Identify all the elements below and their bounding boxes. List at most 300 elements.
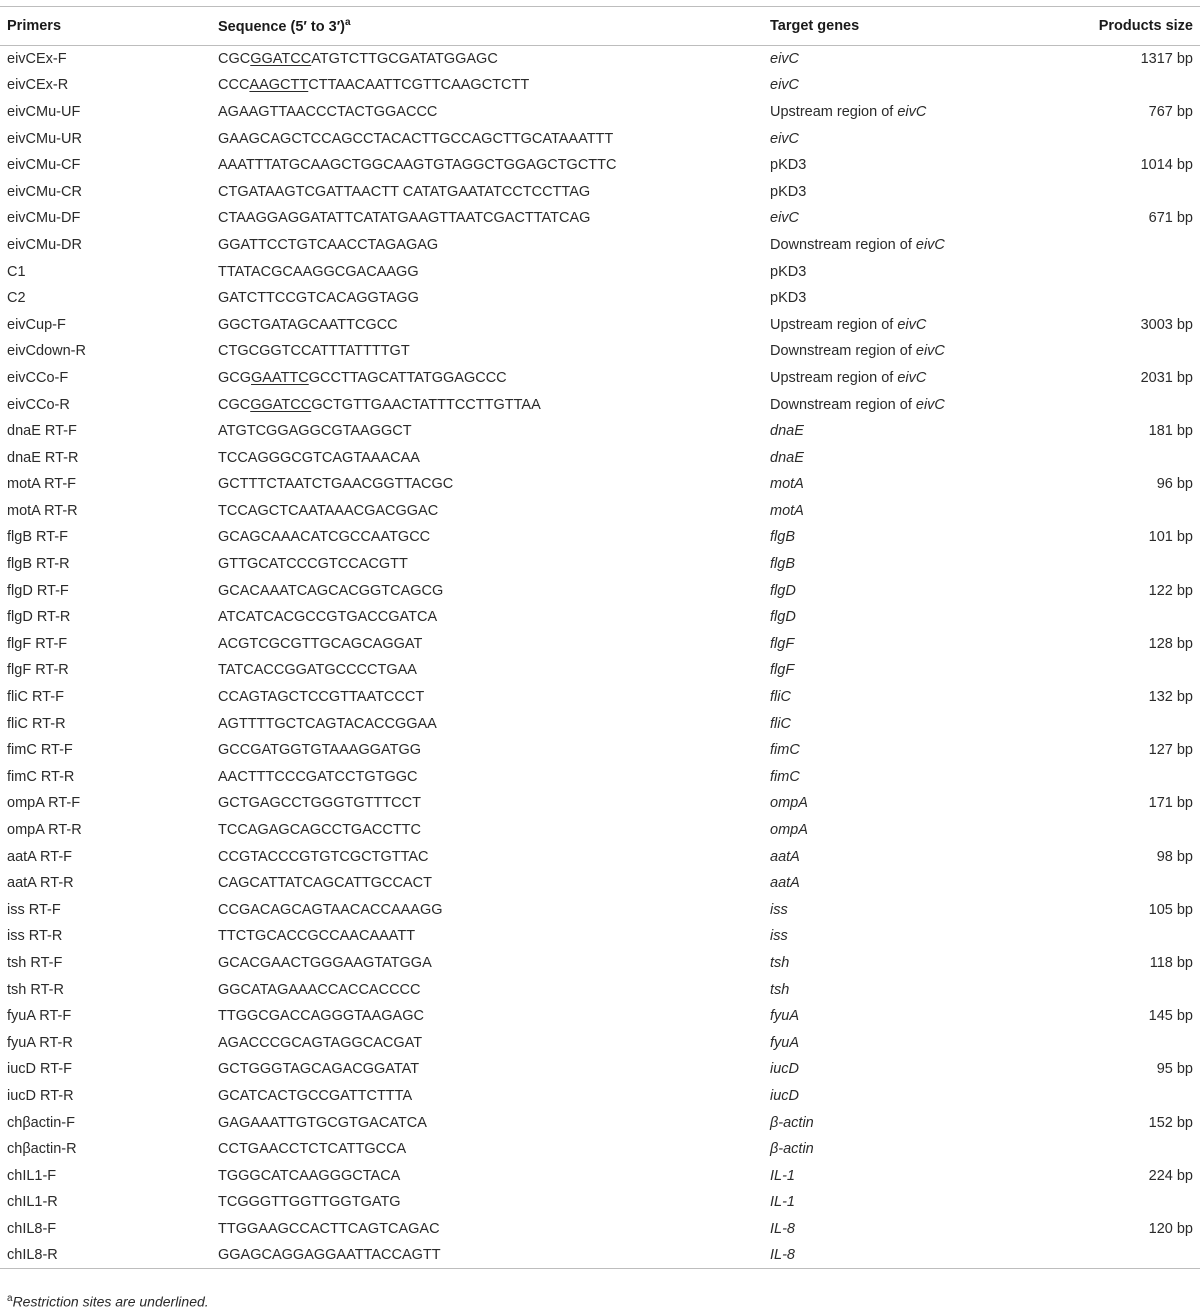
product-size-cell: 2031 bp xyxy=(1140,369,1193,386)
restriction-site-segment: GGATCC xyxy=(250,51,312,68)
table-row xyxy=(0,817,1200,844)
gene-name: eivC xyxy=(770,130,800,147)
gene-name: dnaE xyxy=(770,423,804,440)
sequence-cell xyxy=(218,311,770,338)
gene-name: iucD xyxy=(770,1061,800,1078)
target-text: pKD3 xyxy=(770,263,807,280)
target-gene-cell xyxy=(770,577,1040,604)
target-gene-cell xyxy=(770,923,1040,950)
target-gene-cell xyxy=(770,1189,1040,1216)
sequence-cell xyxy=(218,99,770,126)
product-size-cell xyxy=(1040,338,1200,365)
primer-name-cell: flgF RT-F xyxy=(7,635,68,652)
sequence-cell xyxy=(218,1083,770,1110)
table-row xyxy=(0,976,1200,1003)
gene-name: flgB xyxy=(770,529,795,546)
header-primers: Primers xyxy=(0,7,218,46)
gene-name: fimC xyxy=(770,768,800,785)
table-row xyxy=(0,657,1200,684)
sequence-segment: TCCAGCTCAATAAACGACGGAC xyxy=(218,502,439,519)
primer-name-cell: eivCMu-DF xyxy=(7,210,81,227)
primer-name-cell: eivCMu-UF xyxy=(7,103,81,120)
target-gene-cell xyxy=(770,551,1040,578)
target-gene-cell xyxy=(770,72,1040,99)
primer-name-cell: chβactin-R xyxy=(7,1141,77,1158)
gene-name: eivC xyxy=(897,103,927,120)
target-gene-cell xyxy=(770,737,1040,764)
target-gene-cell xyxy=(770,950,1040,977)
table-row xyxy=(0,1242,1200,1269)
primer-name-cell: fyuA RT-R xyxy=(7,1034,73,1051)
sequence-segment: GCACGAACTGGGAAGTATGGA xyxy=(218,954,432,971)
table-row xyxy=(0,551,1200,578)
target-gene-cell xyxy=(770,764,1040,791)
gene-name: fyuA xyxy=(770,1034,800,1051)
product-size-cell: 128 bp xyxy=(1148,635,1193,652)
product-size-cell xyxy=(1040,710,1200,737)
table-row xyxy=(0,684,1200,711)
sequence-segment: CGC xyxy=(218,396,251,413)
table-row xyxy=(0,577,1200,604)
product-size-cell: 152 bp xyxy=(1148,1114,1193,1131)
primer-name-cell: C1 xyxy=(7,263,26,280)
target-gene-cell xyxy=(770,710,1040,737)
gene-name: IL-8 xyxy=(770,1247,795,1264)
target-gene-cell xyxy=(770,125,1040,152)
sequence-segment: AACTTTCCCGATCCTGTGGC xyxy=(218,768,418,785)
table-row xyxy=(0,1136,1200,1163)
sequence-segment: AGACCCGCAGTAGGCACGAT xyxy=(218,1034,423,1051)
sequence-cell xyxy=(218,178,770,205)
sequence-cell xyxy=(218,790,770,817)
sequence-segment: CTGATAAGTCGATTAACTT CATATGAATATCCTCCTTAG xyxy=(218,183,591,200)
primers-table xyxy=(0,6,1200,1269)
gene-name: flgF xyxy=(770,662,795,679)
primer-name-cell: motA RT-F xyxy=(7,476,77,493)
sequence-cell xyxy=(218,285,770,312)
target-gene-cell xyxy=(770,1109,1040,1136)
product-size-cell: 224 bp xyxy=(1148,1167,1193,1184)
product-size-cell: 120 bp xyxy=(1148,1220,1193,1237)
product-size-cell xyxy=(1040,178,1200,205)
primer-name-cell: chIL8-R xyxy=(0,1242,218,1269)
product-size-cell xyxy=(1040,604,1200,631)
target-gene-cell xyxy=(770,524,1040,551)
sequence-cell xyxy=(218,817,770,844)
primer-name-cell: tsh RT-R xyxy=(7,981,64,998)
target-gene-cell xyxy=(770,46,1040,73)
sequence-segment: ATGTCGGAGGCGTAAGGCT xyxy=(218,423,412,440)
table-row xyxy=(0,391,1200,418)
sequence-segment: GCCGATGGTGTAAAGGATGG xyxy=(218,742,422,759)
header-products-size: Products size xyxy=(1040,7,1200,46)
primer-name-cell: fliC RT-F xyxy=(7,689,64,706)
gene-name: flgD xyxy=(770,609,796,626)
product-size-cell xyxy=(1040,817,1200,844)
primer-name-cell: aatA RT-R xyxy=(7,875,74,892)
table-row xyxy=(0,205,1200,232)
gene-name: eivC xyxy=(897,316,927,333)
product-size-cell: 145 bp xyxy=(1148,1008,1193,1025)
product-size-cell: 671 bp xyxy=(1148,210,1193,227)
target-gene-cell xyxy=(770,365,1040,392)
gene-name: fimC xyxy=(770,742,800,759)
sequence-segment: GAGAAATTGTGCGTGACATCA xyxy=(218,1114,427,1131)
sequence-segment: AGTTTTGCTCAGTACACCGGAA xyxy=(218,715,437,732)
sequence-cell xyxy=(218,232,770,259)
product-size-cell: 95 bp xyxy=(1156,1061,1193,1078)
table-row xyxy=(0,178,1200,205)
product-size-cell xyxy=(1040,923,1200,950)
target-gene-cell xyxy=(770,99,1040,126)
target-text: Upstream region of xyxy=(770,369,898,386)
target-gene-cell xyxy=(770,471,1040,498)
product-size-cell xyxy=(1040,1189,1200,1216)
primer-name-cell: flgF RT-R xyxy=(7,662,69,679)
table-row xyxy=(0,99,1200,126)
gene-name: flgD xyxy=(770,582,796,599)
product-size-cell xyxy=(1040,1029,1200,1056)
sequence-cell xyxy=(218,950,770,977)
primer-name-cell: iucD RT-R xyxy=(7,1087,74,1104)
restriction-site-segment: GGATCC xyxy=(250,396,312,413)
primer-name-cell: flgD RT-F xyxy=(7,582,69,599)
table-row xyxy=(0,764,1200,791)
product-size-cell: 181 bp xyxy=(1148,423,1193,440)
gene-name: flgB xyxy=(770,556,795,573)
sequence-cell xyxy=(218,205,770,232)
table-row xyxy=(0,1029,1200,1056)
primer-name-cell: iss RT-F xyxy=(7,901,61,918)
header-row xyxy=(0,7,1200,46)
table-row xyxy=(0,498,1200,525)
sequence-segment: GAAGCAGCTCCAGCCTACACTTGCCAGCTTGCATAAATTT xyxy=(218,130,614,147)
sequence-cell xyxy=(218,125,770,152)
product-size-cell xyxy=(1040,1136,1200,1163)
table-row xyxy=(0,418,1200,445)
sequence-cell xyxy=(218,870,770,897)
target-text: pKD3 xyxy=(770,157,807,174)
sequence-segment: CCC xyxy=(218,77,250,94)
sequence-cell xyxy=(218,1216,770,1243)
sequence-segment: GCTTTCTAATCTGAACGGTTACGC xyxy=(218,476,454,493)
product-size-cell xyxy=(1040,125,1200,152)
table-row xyxy=(0,232,1200,259)
sequence-cell xyxy=(218,524,770,551)
gene-name: aatA xyxy=(770,848,800,865)
product-size-cell: 1317 bp xyxy=(1140,51,1193,68)
table-row xyxy=(0,1003,1200,1030)
sequence-segment: TTATACGCAAGGCGACAAGG xyxy=(218,263,419,280)
primer-name-cell: chIL1-R xyxy=(7,1194,58,1211)
sequence-segment: TGGGCATCAAGGGCTACA xyxy=(218,1167,401,1184)
target-text: Downstream region of xyxy=(770,343,916,360)
sequence-cell xyxy=(218,551,770,578)
sequence-segment: TTCTGCACCGCCAACAAATT xyxy=(218,928,416,945)
sequence-segment: CTAAGGAGGATATTCATATGAAGTTAATCGACTTATCAG xyxy=(218,210,591,227)
sequence-cell xyxy=(218,498,770,525)
target-gene-cell xyxy=(770,338,1040,365)
sequence-segment: AGAAGTTAACCCTACTGGACCC xyxy=(218,103,438,120)
sequence-cell xyxy=(218,577,770,604)
primer-name-cell: iss RT-R xyxy=(7,928,63,945)
table-row xyxy=(0,1083,1200,1110)
product-size-cell xyxy=(1040,258,1200,285)
gene-name: tsh xyxy=(770,981,790,998)
target-gene-cell xyxy=(770,498,1040,525)
primer-name-cell: fimC RT-R xyxy=(7,768,75,785)
table-row xyxy=(0,1056,1200,1083)
sequence-cell xyxy=(218,444,770,471)
gene-name: eivC xyxy=(915,396,945,413)
sequence-segment: CCTGAACCTCTCATTGCCA xyxy=(218,1141,407,1158)
sequence-cell xyxy=(218,657,770,684)
primer-name-cell: flgB RT-R xyxy=(7,556,70,573)
primer-name-cell: fyuA RT-F xyxy=(7,1008,72,1025)
table-row xyxy=(0,870,1200,897)
sequence-cell xyxy=(218,1136,770,1163)
target-gene-cell xyxy=(770,631,1040,658)
table-row xyxy=(0,125,1200,152)
table-row xyxy=(0,152,1200,179)
gene-name: dnaE xyxy=(770,449,804,466)
target-text: pKD3 xyxy=(770,183,807,200)
sequence-cell xyxy=(218,897,770,924)
footnote-marker: a xyxy=(7,1293,13,1304)
sequence-segment: TCCAGAGCAGCCTGACCTTC xyxy=(218,822,421,839)
sequence-cell xyxy=(218,471,770,498)
target-gene-cell xyxy=(770,976,1040,1003)
gene-name: β-actin xyxy=(770,1141,814,1158)
product-size-cell: 98 bp xyxy=(1156,848,1193,865)
gene-name: eivC xyxy=(770,210,800,227)
gene-name: IL-1 xyxy=(770,1194,795,1211)
target-gene-cell xyxy=(770,897,1040,924)
primer-name-cell: eivCMu-DR xyxy=(7,236,82,253)
table-row xyxy=(0,365,1200,392)
sequence-segment: GCAGCAAACATCGCCAATGCC xyxy=(218,529,431,546)
gene-name: motA xyxy=(770,502,804,519)
target-gene-cell xyxy=(770,418,1040,445)
product-size-cell: 118 bp xyxy=(1149,954,1193,971)
table-row xyxy=(0,790,1200,817)
target-gene-cell xyxy=(770,285,1040,312)
target-gene-cell xyxy=(770,1083,1040,1110)
sequence-segment: GCATCACTGCCGATTCTTTA xyxy=(218,1087,413,1104)
target-gene-cell xyxy=(770,311,1040,338)
product-size-cell xyxy=(1040,976,1200,1003)
primer-name-cell: ompA RT-F xyxy=(7,795,81,812)
primer-name-cell: dnaE RT-F xyxy=(7,423,77,440)
restriction-site-segment: AAGCTT xyxy=(249,77,309,94)
sequence-segment: AAATTTATGCAAGCTGGCAAGTGTAGGCTGGAGCTGCTTC xyxy=(218,157,617,174)
target-gene-cell xyxy=(770,604,1040,631)
product-size-cell xyxy=(1040,391,1200,418)
sequence-segment: GATCTTCCGTCACAGGTAGG xyxy=(218,290,419,307)
primer-name-cell: C2 xyxy=(7,290,26,307)
gene-name: IL-1 xyxy=(770,1167,795,1184)
table-row xyxy=(0,524,1200,551)
sequence-segment: GGAGCAGGAGGAATTACCAGTT xyxy=(218,1247,441,1264)
target-gene-cell xyxy=(770,1029,1040,1056)
target-gene-cell xyxy=(770,178,1040,205)
product-size-cell: 101 bp xyxy=(1148,529,1193,546)
target-text: Upstream region of xyxy=(770,316,898,333)
target-gene-cell xyxy=(770,444,1040,471)
gene-name: flgF xyxy=(770,635,795,652)
sequence-segment: GGCTGATAGCAATTCGCC xyxy=(218,316,398,333)
gene-name: fliC xyxy=(770,689,791,706)
sequence-segment: TCGGGTTGGTTGGTGATG xyxy=(218,1194,401,1211)
target-text: pKD3 xyxy=(770,290,807,307)
product-size-cell: 171 bp xyxy=(1148,795,1193,812)
target-gene-cell xyxy=(770,258,1040,285)
target-gene-cell xyxy=(770,790,1040,817)
target-gene-cell xyxy=(770,1242,1040,1269)
target-gene-cell xyxy=(770,205,1040,232)
gene-name: eivC xyxy=(897,369,927,386)
table-row xyxy=(0,897,1200,924)
target-gene-cell xyxy=(770,817,1040,844)
sequence-segment: GCTGTTGAACTATTTCCTTGTTAA xyxy=(311,396,541,413)
primer-name-cell: chβactin-F xyxy=(7,1114,75,1131)
product-size-cell xyxy=(1040,764,1200,791)
product-size-cell: 96 bp xyxy=(1156,476,1193,493)
gene-name: ompA xyxy=(770,795,808,812)
sequence-cell xyxy=(218,737,770,764)
primer-name-cell: chIL8-F xyxy=(7,1220,57,1237)
gene-name: iucD xyxy=(770,1087,800,1104)
table-row xyxy=(0,444,1200,471)
sequence-cell xyxy=(218,1029,770,1056)
gene-name: IL-8 xyxy=(770,1220,795,1237)
target-gene-cell xyxy=(770,1216,1040,1243)
primer-name-cell: flgD RT-R xyxy=(7,609,71,626)
target-text: Downstream region of xyxy=(770,396,916,413)
product-size-cell: 767 bp xyxy=(1148,103,1193,120)
primer-name-cell: aatA RT-F xyxy=(7,848,73,865)
primer-name-cell: eivCMu-CR xyxy=(7,183,82,200)
product-size-cell: 3003 bp xyxy=(1140,316,1193,333)
primer-name-cell: flgB RT-F xyxy=(7,529,68,546)
target-gene-cell xyxy=(770,657,1040,684)
gene-name: aatA xyxy=(770,875,800,892)
sequence-cell xyxy=(218,1109,770,1136)
sequence-segment: CCGACAGCAGTAACACCAAAGG xyxy=(218,901,443,918)
sequence-cell xyxy=(218,418,770,445)
table-body xyxy=(0,46,1200,1269)
target-text: Downstream region of xyxy=(770,236,916,253)
sequence-cell xyxy=(218,604,770,631)
sequence-segment: CTGCGGTCCATTTATTTTGT xyxy=(218,343,410,360)
table-row xyxy=(0,72,1200,99)
sequence-segment: TTGGCGACCAGGGTAAGAGC xyxy=(218,1008,424,1025)
sequence-cell xyxy=(218,338,770,365)
sequence-cell xyxy=(218,684,770,711)
gene-name: eivC xyxy=(915,236,945,253)
sequence-cell xyxy=(218,258,770,285)
product-size-cell xyxy=(1040,72,1200,99)
primer-name-cell: eivCMu-UR xyxy=(7,130,82,147)
target-gene-cell xyxy=(770,843,1040,870)
sequence-segment: GCG xyxy=(218,369,252,386)
table-row xyxy=(0,1216,1200,1243)
primer-name-cell: eivCEx-R xyxy=(7,77,69,94)
target-gene-cell xyxy=(770,232,1040,259)
primer-name-cell: motA RT-R xyxy=(7,502,78,519)
sequence-segment: GCACAAATCAGCACGGTCAGCG xyxy=(218,582,444,599)
sequence-segment: ATGTCTTGCGATATGGAGC xyxy=(311,51,498,68)
sequence-segment: CAGCATTATCAGCATTGCCACT xyxy=(218,875,433,892)
sequence-cell xyxy=(218,843,770,870)
sequence-segment: CCGTACCCGTGTCGCTGTTAC xyxy=(218,848,429,865)
sequence-cell xyxy=(218,1242,770,1269)
header-target-genes: Target genes xyxy=(770,7,1040,46)
gene-name: eivC xyxy=(915,343,945,360)
target-gene-cell xyxy=(770,684,1040,711)
product-size-cell xyxy=(1040,232,1200,259)
primer-name-cell: chIL1-F xyxy=(7,1167,57,1184)
gene-name: fliC xyxy=(770,715,791,732)
table-row xyxy=(0,737,1200,764)
primer-name-cell: eivCup-F xyxy=(7,316,66,333)
sequence-cell xyxy=(218,1189,770,1216)
table-row xyxy=(0,631,1200,658)
header-sequence: Sequence (5′ to 3′)$^a$ xyxy=(218,7,770,46)
sequence-segment: ATCATCACGCCGTGACCGATCA xyxy=(218,609,438,626)
table-row xyxy=(0,1189,1200,1216)
gene-name: iss xyxy=(770,901,788,918)
product-size-cell xyxy=(1040,551,1200,578)
primer-name-cell: fimC RT-F xyxy=(7,742,73,759)
product-size-cell: 132 bp xyxy=(1148,689,1193,706)
primer-name-cell: iucD RT-F xyxy=(7,1061,72,1078)
sequence-cell xyxy=(218,976,770,1003)
primer-name-cell: ompA RT-R xyxy=(7,822,82,839)
sequence-cell xyxy=(218,46,770,73)
gene-name: motA xyxy=(770,476,804,493)
table-row xyxy=(0,311,1200,338)
product-size-cell: 127 bp xyxy=(1148,742,1193,759)
target-gene-cell xyxy=(770,1056,1040,1083)
sequence-segment: GCTGAGCCTGGGTGTTTCCT xyxy=(218,795,421,812)
sequence-cell xyxy=(218,1162,770,1189)
gene-name: tsh xyxy=(770,954,790,971)
footnote-text: Restriction sites are underlined. xyxy=(12,1293,209,1310)
gene-name: eivC xyxy=(770,77,800,94)
table-row xyxy=(0,923,1200,950)
table-row xyxy=(0,843,1200,870)
sequence-cell xyxy=(218,72,770,99)
primer-name-cell: fliC RT-R xyxy=(7,715,66,732)
sequence-segment: TCCAGGGCGTCAGTAAACAA xyxy=(218,449,420,466)
sequence-segment: GCCTTAGCATTATGGAGCCC xyxy=(308,369,507,386)
sequence-segment: ACGTCGCGTTGCAGCAGGAT xyxy=(218,635,423,652)
target-gene-cell xyxy=(770,391,1040,418)
sequence-segment: CCAGTAGCTCCGTTAATCCCT xyxy=(218,689,425,706)
sequence-cell xyxy=(218,365,770,392)
table-row xyxy=(0,710,1200,737)
target-gene-cell xyxy=(770,1162,1040,1189)
sequence-cell xyxy=(218,1056,770,1083)
sequence-segment: GTTGCATCCCGTCCACGTT xyxy=(218,556,408,573)
primer-name-cell: dnaE RT-R xyxy=(7,449,79,466)
gene-name: iss xyxy=(770,928,788,945)
table-row xyxy=(0,604,1200,631)
sequence-cell xyxy=(218,710,770,737)
restriction-site-segment: GAATTC xyxy=(251,369,309,386)
sequence-segment: GGCATAGAAACCACCACCCC xyxy=(218,981,421,998)
